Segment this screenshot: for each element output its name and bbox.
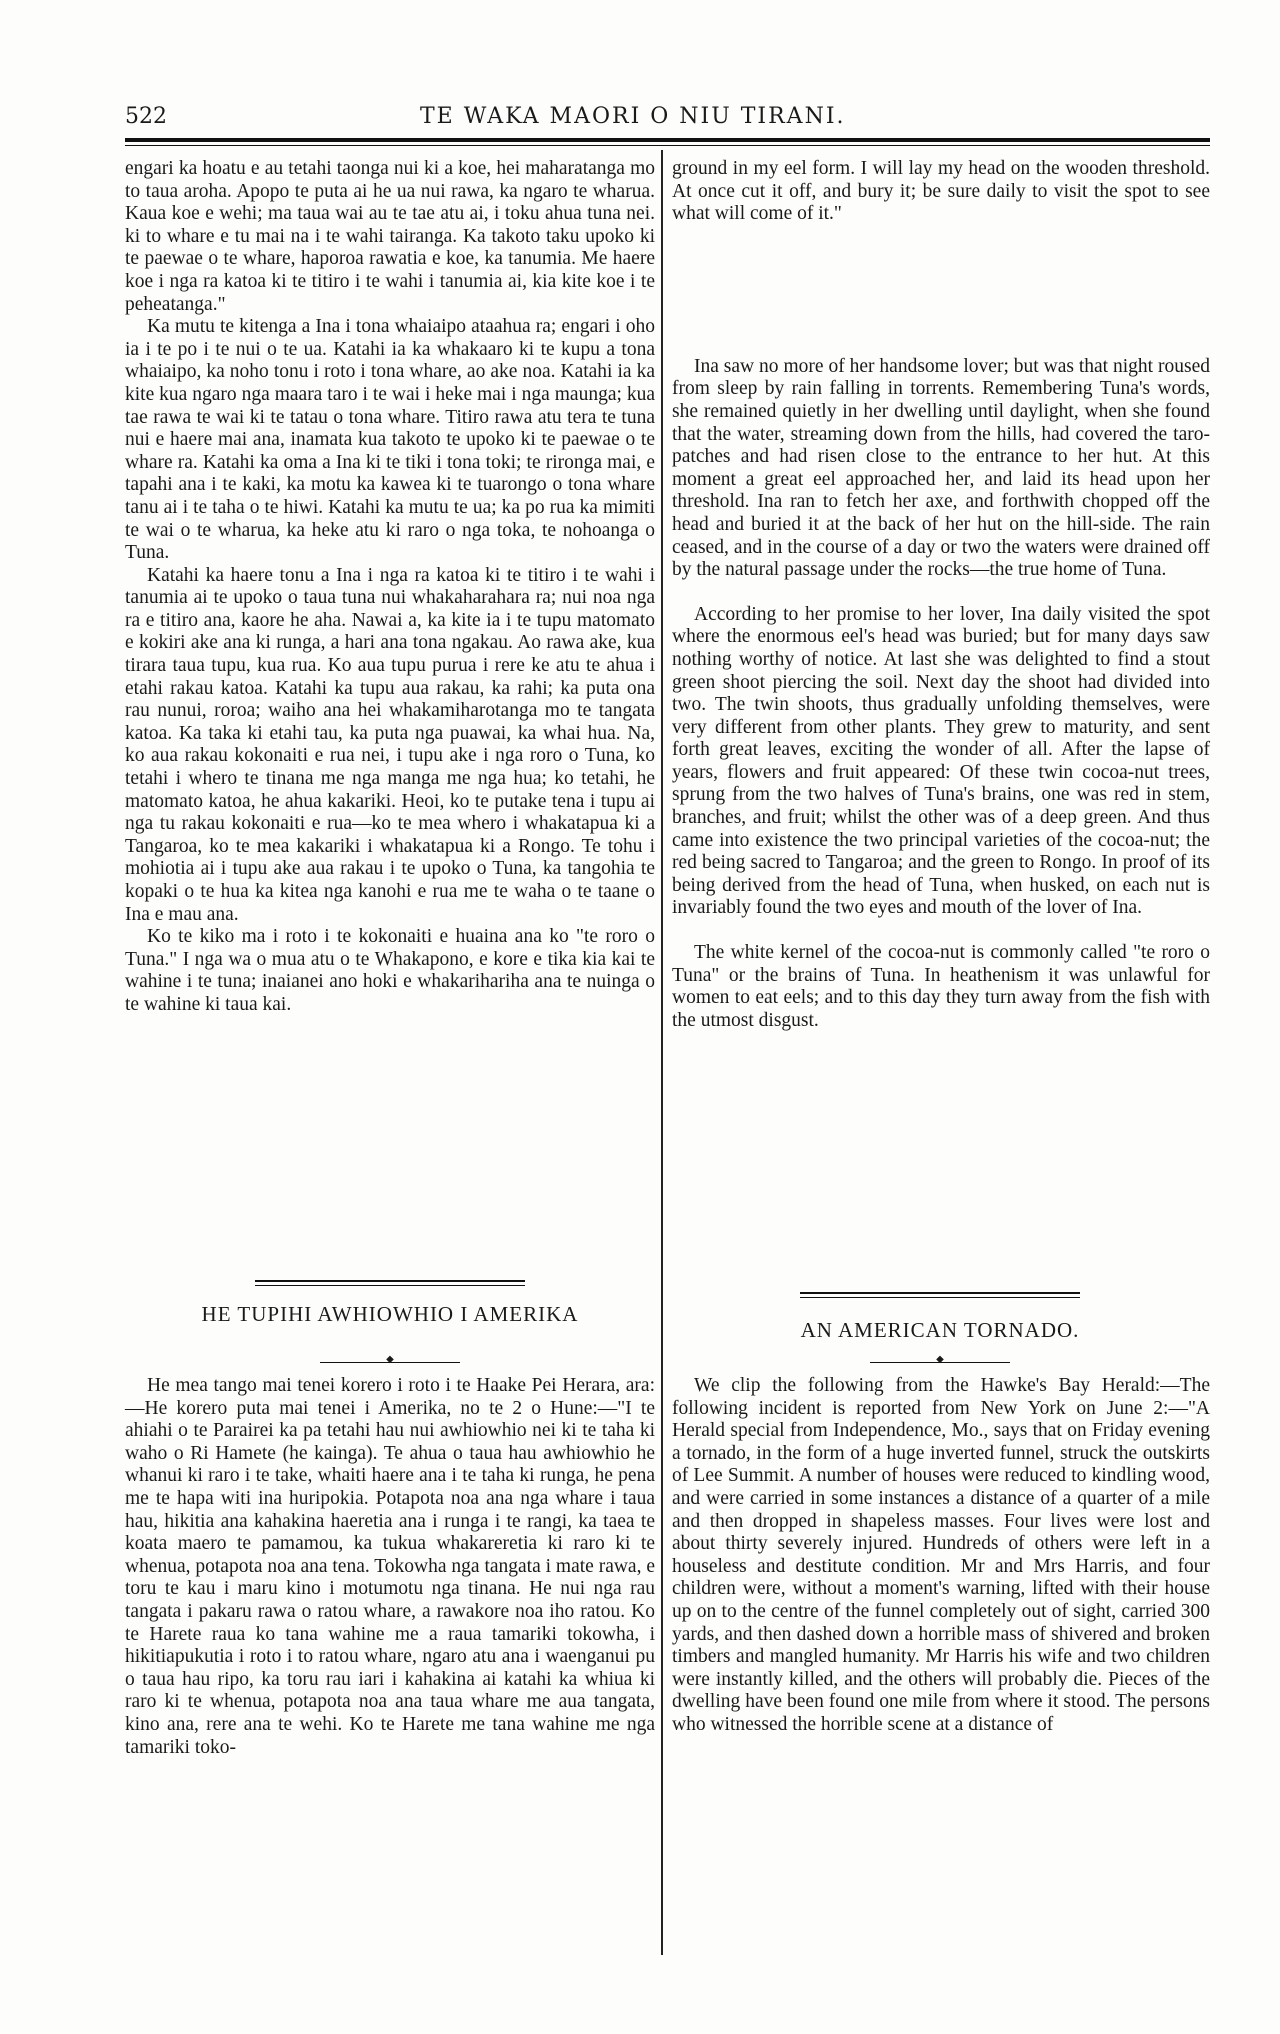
paragraph: Ka mutu te kitenga a Ina i tona whaiaipo ataahua ra; engari i oho ia i te po i te nui o te ua. Katahi ia ka whakaaro ki te kupu a tona whaiaipo, ka noho tonu i roto i tona whare, ao ake noa. Katahi ia ka kite kua ngaro nga maara taro i te wai i heke mai i nga maunga; kua tae rawa te wai ki te tatau o tona whare. Titiro rawa atu tera te tuna nui e haere mai ana, inamata kua takoto te upoko ki te paewae o te whare ra. Katahi ka oma a Ina ki te tiki i tona toki; te rironga mai, e tapahi ana i te kaki, ka motu ka kawea ki te tuarongo o tona whare tanu ai i te taha o te hiwi. Katahi ka mutu te ua; ka po rua ka mimiti te wai o te wharua, ka heke atu ki raro o nga toka, te nohoanga o Tuna. (125, 316, 655, 564)
article-heading: AN AMERICAN TORNADO. (800, 1318, 1080, 1342)
ornament-divider (870, 1362, 1010, 1363)
section-rule (800, 1292, 1080, 1298)
paragraph: Katahi ka haere tonu a Ina i nga ra katoa ki te titiro i te wahi i tanumia ai te upoko o taua tuna nui whakaharahara ra; nui noa nga ra e titiro ana, kaore he aha. Nawai a, ka kite ia i te tupu matomato e kokiri ake ana ki runga, a hari ana tona ngakau. Ao rawa ake, kua tirara taua tupu, kua rua. Ko aua tupu purua i rere ke atu te ahua i etahi rakau katoa. Katahi ka tupu aua rakau, ka rahi; ka puta ona rau nunui, roroa; waiho ana hei whakamiharotanga mo te tangata katoa. Ka taka ki etahi tau, ka puta nga puawai, ka whai hua. Na, ko aua rakau kokonaiti e rua nei, i tupu ake i nga roro o Tuna, ko tetahi i whero te tinana me nga manga me nga hua; ko tetahi, he matomato katoa, he ahua kakariki. Heoi, ko te putake tena i tupu ai nga tu rakau kokonaiti e rua—ko te mea whero i whakatapua ki a Tangaroa, ko te mea kakariki i whakatapua ki a Rongo. Te tohu i mohiotia ai i tupu ake aua rakau i te upoko o Tuna, ka tangohia te kopaki o te hua ka kitea nga kanohi e rua me te waha o te taane o Ina e mau ana. (125, 564, 655, 925)
paragraph: engari ka hoatu e au tetahi taonga nui ki a koe, hei maharatanga mo to taua aroha. Apopo te puta ai he ua nui rawa, ka ngaro te wharua. Kaua koe e wehi; ma taua wai au te tae atu ai, i toku ahua tuna nei. ki to whare e tu mai na i te wahi tairanga. Ka takoto taku upoko ki te paewae o te whare, haporoa rawatia e koe, ka tanumia. Me haere koe i nga ra katoa ki te titiro i te wahi i tanumia ai, kia kite koe i te peheatanga." (125, 158, 655, 315)
column-divider (661, 150, 663, 1955)
header-rule (125, 138, 1210, 142)
right-article-body (672, 1375, 1210, 1737)
paragraph: The white kernel of the cocoa-nut is commonly called "te roro o Tuna" or the brains of Tuna. In heathenism it was unlawful for women to eat eels; and to this day they turn away from the fish with the utmost disgust. (672, 942, 1210, 1031)
left-article-body (125, 1375, 655, 1759)
page-number: 522 (125, 104, 167, 129)
article-heading: HE TUPIHI AWHIOWHIO I AMERIKA (201, 1302, 579, 1326)
paragraph: ground in my eel form. I will lay my head on the wooden threshold. At once cut it off, and bury it; be sure daily to visit the spot to see what will come of it." (672, 158, 1210, 225)
newspaper-title: TE WAKA MAORI O NIU TIRANI. (420, 104, 846, 129)
header-rule-thin (125, 145, 1210, 146)
paragraph: Ko te kiko ma i roto i te kokonaiti e huaina ana ko "te roro o Tuna." I nga wa o mua atu o te Whakapono, e kore e tika kia kai te wahine i te tuna; inaianei ano hoki e whakarihariha ana te nuinga o te wahine ki taua kai. (125, 926, 655, 1015)
left-column-story (125, 158, 655, 1017)
paragraph: He mea tango mai tenei korero i roto i te Haake Pei Herara, ara:—He korero puta mai tenei i Amerika, no te 2 o Hune:—"I te ahiahi o te Parairei ka pa tetahi hau nui awhiowhio nei ki te taha ki waho o Ri Hamete (he kainga). Te ahua o taua hau awhiowhio he whanui ki raro i te take, whaiti haere ana i te taha ki runga, he pena me te hapa witi ina huripokia. Potapota noa ana nga whare i taua hau, hikitia ana kahakina haeretia ana i runga i te rangi, ka taea te koata maero te pamamou, ka tukua whakareretia ki raro ki te whenua, potapota noa ana tena. Tokowha nga tangata i mate rawa, e toru te kau i maru kino i motumotu nga tinana. He nui nga rau tangata i pakaru rawa o ratou whare, a rawakore noa iho ratou. Ko te Harete raua ko tana wahine me a raua tamariki tokowha, i hikitiapukutia i roto i to ratou whare, ngaro atu ana i waenganui pu o taua hau ripo, ka toru rau iari i kahakina ai katahi ka whiua ki raro ki te whenua, potapota noa ana taua whare me aua tangata, kino ana, rere ana te wehi. Ko te Harete me tana wahine me nga tamariki toko- (125, 1375, 655, 1758)
paragraph: We clip the following from the Hawke's Bay Herald:—The following incident is reported from New York on June 2:—"A Herald special from Independence, Mo., says that on Friday evening a tornado, in the form of a huge inverted funnel, struck the outskirts of Lee Summit. A number of houses were reduced to kindling wood, and were carried in some instances a distance of a quarter of a mile and then dropped in shapeless masses. Four lives were lost and about thirty severely injured. Hundreds of others were left in a houseless and destitute condition. Mr and Mrs Harris, and four children were, without a moment's warning, lifted with their house up on to the centre of the funnel completely out of sight, carried 300 yards, and then dashed down a horrible mass of shivered and broken timbers and mangled humanity. Mr Harris his wife and two children were instantly killed, and the others will probably die. Pieces of the dwelling have been found one mile from where it stood. The persons who witnessed the horrible scene at a distance of (672, 1375, 1210, 1735)
paragraph: Ina saw no more of her handsome lover; but was that night roused from sleep by rain falling in torrents. Remembering Tuna's words, she remained quietly in her dwelling until daylight, when she found that the water, streaming down from the hills, had covered the taro-patches and had risen close to the entrance to her hut. At this moment a great eel approached her, and laid its head upon her threshold. Ina ran to fetch her axe, and forthwith chopped off the head and buried it at the back of her hut on the hill-side. The rain ceased, and in the course of a day or two the waters were drained off by the natural passage under the rocks—the true home of Tuna. (672, 355, 1210, 581)
paragraph: According to her promise to her lover, Ina daily visited the spot where the enormous eel's head was buried; but for many days saw nothing worthy of notice. At last she was delighted to find a stout green shoot piercing the soil. Next day the shoot had divided into two. The twin shoots, thus gradually unfolding themselves, were very different from other plants. They grew to maturity, and sent forth great leaves, exciting the wonder of all. After the lapse of years, flowers and fruit appeared: Of these twin cocoa-nut trees, sprung from the two halves of Tuna's brains, one was red in stem, branches, and fruit; whilst the other was of a deep green. And thus came into existence the two principal varieties of the cocoa-nut; the red being sacred to Tangaroa; and the green to Rongo. In proof of its being derived from the head of Tuna, when husked, on each nut is invariably found the two eyes and mouth of the lover of Ina. (672, 603, 1210, 919)
ornament-divider (320, 1362, 460, 1363)
section-rule (255, 1280, 525, 1286)
right-column-story (672, 158, 1210, 1032)
